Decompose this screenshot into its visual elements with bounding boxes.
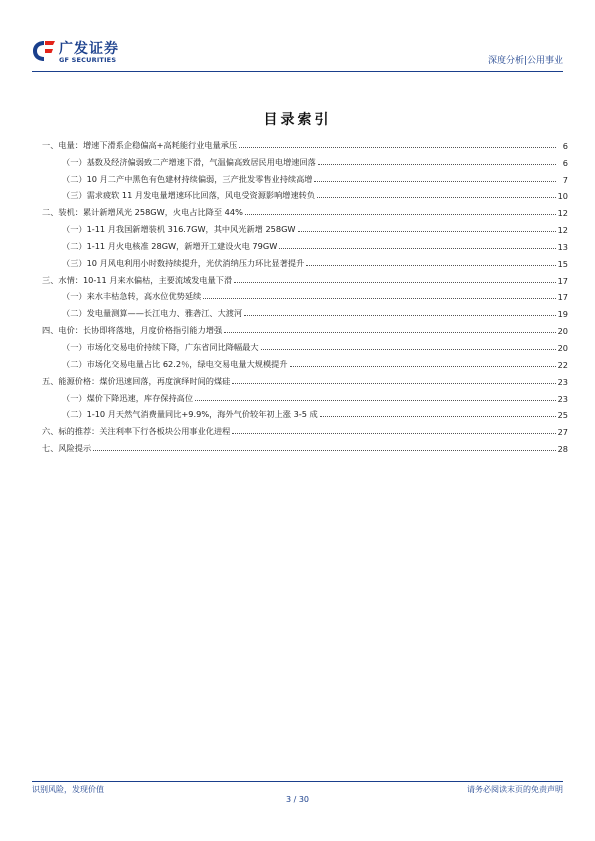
toc-title: 目录索引 xyxy=(263,112,332,128)
toc-entry-page: 10 xyxy=(557,191,568,202)
toc-leader-dots xyxy=(93,450,555,451)
page-number: 3 / 30 xyxy=(285,795,310,804)
toc-section-entry[interactable] xyxy=(42,269,568,286)
toc-entry-page: 13 xyxy=(557,241,568,252)
toc-leader-dots xyxy=(317,197,556,198)
toc-entry-title: （二）1-10 月天然气消费量同比+9.9%，海外气价较年初上涨 3-5 成 xyxy=(62,409,318,420)
toc-entry-title: 二、装机：累计新增风光 258GW，火电占比降至 44% xyxy=(42,207,243,218)
toc-entry-page: 20 xyxy=(557,342,568,353)
toc-leader-dots xyxy=(314,181,556,182)
toc-entry-page: 22 xyxy=(557,359,568,370)
toc-subsection-entry[interactable] xyxy=(42,387,568,404)
toc-subsection-entry[interactable] xyxy=(42,286,568,303)
gf-securities-logo xyxy=(32,38,132,68)
toc-subsection-entry[interactable] xyxy=(42,185,568,202)
toc-entry-page: 20 xyxy=(557,326,568,337)
table-of-contents xyxy=(42,134,568,454)
toc-leader-dots xyxy=(232,433,555,434)
toc-entry-page: 7 xyxy=(562,174,568,185)
toc-entry-page: 28 xyxy=(557,444,568,455)
toc-leader-dots xyxy=(279,248,555,249)
logo-chinese-text: 广发证券 xyxy=(59,41,119,57)
toc-entry-title: （二）发电量测算——长江电力、雅砻江、大渡河 xyxy=(62,308,243,319)
toc-leader-dots xyxy=(290,366,556,367)
toc-section-entry[interactable] xyxy=(42,437,568,454)
toc-subsection-entry[interactable] xyxy=(42,336,568,353)
toc-subsection-entry[interactable] xyxy=(42,151,568,168)
toc-leader-dots xyxy=(232,383,555,384)
toc-section-entry[interactable] xyxy=(42,134,568,151)
toc-entry-title: 六、标的推荐：关注利率下行各板块公用事业化进程 xyxy=(42,426,231,437)
toc-section-entry[interactable] xyxy=(42,201,568,218)
footer-slogan: 识别风险，发现价值 xyxy=(32,785,104,794)
toc-leader-dots xyxy=(261,349,556,350)
toc-entry-title: 一、电量：增速下滑系企稳偏高+高耗能行业电量承压 xyxy=(42,139,238,150)
toc-leader-dots xyxy=(224,332,555,333)
toc-entry-title: （二）10 月二产中黑色有色建材持续偏弱，三产批发零售业持续高增 xyxy=(62,173,313,184)
toc-entry-title: （一）基数及经济偏弱致二产增速下滑，气温偏高致居民用电增速回落 xyxy=(62,156,316,167)
toc-section-entry[interactable] xyxy=(42,319,568,336)
toc-leader-dots xyxy=(195,400,556,401)
toc-entry-page: 6 xyxy=(562,140,568,151)
toc-entry-title: （三）需求疲软 11 月发电量增速环比回落，风电受资源影响增速转负 xyxy=(62,190,316,201)
toc-section-entry[interactable] xyxy=(42,370,568,387)
toc-entry-title: （二）1-11 月火电核准 28GW，新增开工建设火电 79GW xyxy=(62,240,278,251)
toc-entry-title: （一）来水丰枯急转，高水位优势延续 xyxy=(62,291,202,302)
toc-entry-title: 三、水情：10-11 月来水偏枯，主要流域发电量下滑 xyxy=(42,274,233,285)
toc-leader-dots xyxy=(306,265,555,266)
toc-subsection-entry[interactable] xyxy=(42,404,568,421)
toc-entry-page: 23 xyxy=(557,393,568,404)
report-category: 深度分析|公用事业 xyxy=(487,56,563,66)
toc-entry-page: 12 xyxy=(557,225,568,236)
toc-entry-page: 12 xyxy=(557,208,568,219)
toc-entry-page: 17 xyxy=(557,275,568,286)
toc-entry-title: （二）市场化交易电量占比 62.2％，绿电交易电量大规模提升 xyxy=(62,358,288,369)
footer-divider xyxy=(32,781,563,782)
toc-entry-page: 23 xyxy=(557,376,568,387)
toc-subsection-entry[interactable] xyxy=(42,168,568,185)
toc-entry-page: 17 xyxy=(557,292,568,303)
toc-subsection-entry[interactable] xyxy=(42,218,568,235)
toc-entry-title: （一）1-11 月我国新增装机 316.7GW，其中风光新增 258GW xyxy=(62,224,296,235)
page-header xyxy=(32,38,563,70)
toc-entry-page: 27 xyxy=(557,427,568,438)
toc-subsection-entry[interactable] xyxy=(42,353,568,370)
toc-leader-dots xyxy=(245,214,556,215)
toc-leader-dots xyxy=(203,298,555,299)
toc-entry-title: （一）煤价下降迅速，库存保持高位 xyxy=(62,392,194,403)
toc-entry-title: 七、风险提示 xyxy=(42,443,92,454)
header-divider xyxy=(32,71,563,72)
toc-entry-title: 五、能源价格：煤价迅速回落，再度演绎时间的煤硅 xyxy=(42,375,231,386)
gf-logo-icon xyxy=(32,40,56,62)
toc-entry-page: 19 xyxy=(557,309,568,320)
logo-english-text: GF SECURITIES xyxy=(59,56,117,64)
toc-subsection-entry[interactable] xyxy=(42,235,568,252)
toc-entry-title: （三）10 月风电利用小时数持续提升，光伏消纳压力环比显著提升 xyxy=(62,257,305,268)
toc-entry-page: 15 xyxy=(557,258,568,269)
toc-leader-dots xyxy=(320,416,556,417)
footer-disclaimer-note: 请务必阅读末页的免责声明 xyxy=(467,785,563,794)
toc-leader-dots xyxy=(244,315,555,316)
toc-subsection-entry[interactable] xyxy=(42,302,568,319)
toc-entry-title: 四、电价：长协即将落地，月度价格指引能力增强 xyxy=(42,325,223,336)
toc-section-entry[interactable] xyxy=(42,420,568,437)
toc-entry-title: （一）市场化交易电价持续下降，广东省同比降幅最大 xyxy=(62,341,259,352)
toc-entry-page: 25 xyxy=(557,410,568,421)
toc-leader-dots xyxy=(298,231,556,232)
toc-leader-dots xyxy=(239,147,556,148)
toc-leader-dots xyxy=(234,282,555,283)
toc-leader-dots xyxy=(318,164,556,165)
toc-entry-page: 6 xyxy=(562,157,568,168)
toc-subsection-entry[interactable] xyxy=(42,252,568,269)
